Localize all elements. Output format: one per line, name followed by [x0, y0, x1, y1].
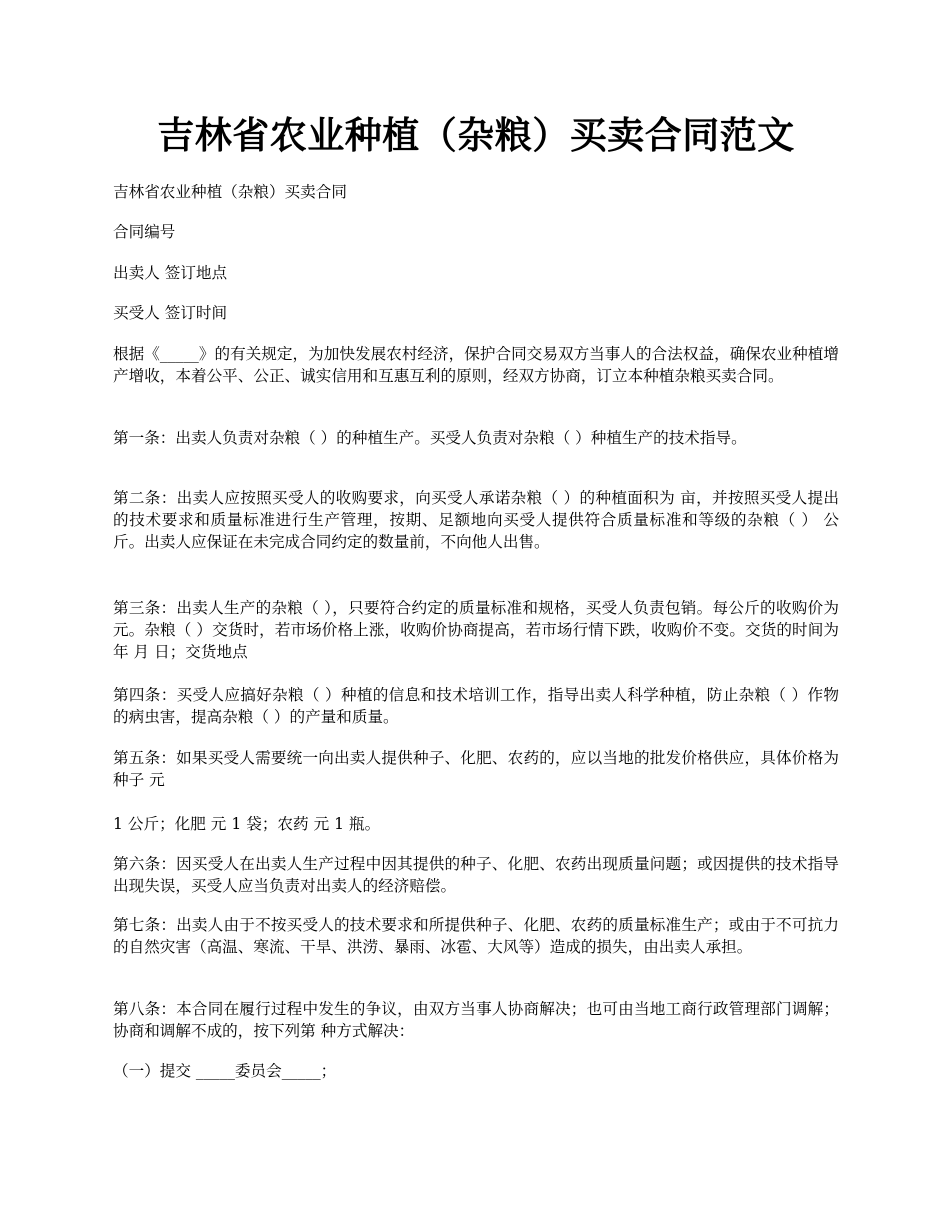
article-4: 第四条：买受人应搞好杂粮（ ）种植的信息和技术培训工作，指导出卖人科学种植，防止杂粮（ ）作物的病虫害，提高杂粮（ ）的产量和质量。 — [113, 686, 839, 726]
contract-heading: 吉林省农业种植（杂粮）买卖合同 — [113, 183, 347, 201]
buyer-line: 买受人 签订时间 — [113, 304, 228, 322]
article-8: 第八条：本合同在履行过程中发生的争议，由双方当事人协商解决；也可由当地工商行政管理部门调解；协商和调解不成的，按下列第 种方式解决： — [113, 1000, 839, 1040]
seller-line: 出卖人 签订地点 — [113, 264, 228, 282]
contract-number-line: 合同编号 — [113, 223, 176, 241]
dispute-option-1: （一）提交 _____委员会_____； — [113, 1062, 337, 1080]
article-1: 第一条：出卖人负责对杂粮（ ）的种植生产。买受人负责对杂粮（ ）种植生产的技术指导。 — [113, 429, 747, 447]
article-7: 第七条：出卖人由于不按买受人的技术要求和所提供种子、化肥、农药的质量标准生产；或由于不可抗力的自然灾害（高温、寒流、干旱、洪涝、暴雨、冰雹、大风等）造成的损失，由出卖人承担。 — [113, 916, 839, 956]
article-5-prices: 1 公斤；化肥 元 1 袋；农药 元 1 瓶。 — [113, 815, 381, 833]
document-title: 吉林省农业种植（杂粮）买卖合同范文 — [157, 113, 795, 157]
preamble-paragraph: 根据《_____》的有关规定，为加快发展农村经济，保护合同交易双方当事人的合法权益，确保农业种植增产增收，本着公平、公正、诚实信用和互惠互利的原则，经双方协商，订立本种植杂粮买卖合同。 — [113, 345, 839, 385]
article-3: 第三条：出卖人生产的杂粮（ ），只要符合约定的质量标准和规格，买受人负责包销。每公斤的收购价为 元。杂粮（ ）交货时，若市场价格上涨，收购价协商提高，若市场行情下跌，收购价不变。交货的时间为 年 月 日；交货地点 — [113, 599, 839, 661]
article-6: 第六条：因买受人在出卖人生产过程中因其提供的种子、化肥、农药出现质量问题；或因提供的技术指导出现失误，买受人应当负责对出卖人的经济赔偿。 — [113, 855, 839, 895]
article-2: 第二条：出卖人应按照买受人的收购要求，向买受人承诺杂粮（ ）的种植面积为 亩，并按照买受人提出的技术要求和质量标准进行生产管理，按期、足额地向买受人提供符合质量标准和等级的杂粮（ ） 公斤。出卖人应保证在未完成合同约定的数量前，不向他人出售。 — [113, 489, 839, 551]
article-5: 第五条：如果买受人需要统一向出卖人提供种子、化肥、农药的，应以当地的批发价格供应，具体价格为种子 元 — [113, 749, 839, 789]
